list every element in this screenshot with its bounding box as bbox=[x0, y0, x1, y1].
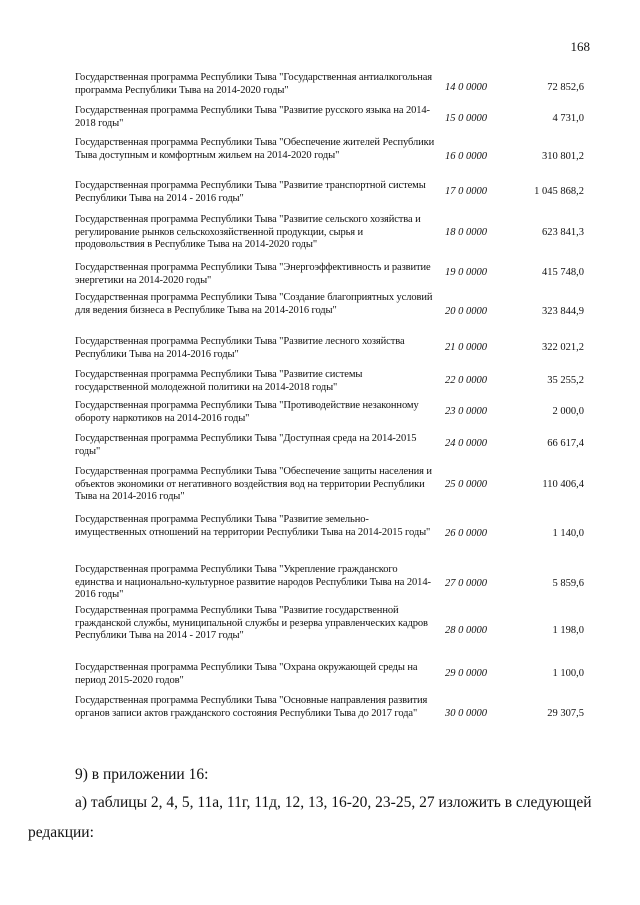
program-code: 16 0 0000 bbox=[445, 151, 487, 162]
program-code: 27 0 0000 bbox=[445, 578, 487, 589]
program-code: 15 0 0000 bbox=[445, 113, 487, 124]
program-amount: 110 406,4 bbox=[542, 479, 584, 490]
program-amount: 323 844,9 bbox=[542, 306, 584, 317]
program-name: Государственная программа Республики Тыва "Противодействие незаконному обороту наркотиков на 2014-2016 годы" bbox=[75, 400, 419, 424]
program-code: 17 0 0000 bbox=[445, 186, 487, 197]
program-code: 28 0 0000 bbox=[445, 625, 487, 636]
program-amount: 29 307,5 bbox=[547, 708, 584, 719]
program-code: 24 0 0000 bbox=[445, 438, 487, 449]
program-name: Государственная программа Республики Тыва "Развитие системы государственной молодежной политики на 2014-2018 годы" bbox=[75, 369, 363, 393]
program-amount: 1 140,0 bbox=[552, 528, 584, 539]
program-amount: 66 617,4 bbox=[547, 438, 584, 449]
program-amount: 623 841,3 bbox=[542, 227, 584, 238]
program-amount: 310 801,2 bbox=[542, 151, 584, 162]
program-name: Государственная программа Республики Тыва "Развитие государственной гражданской службы, муниципальной службы и резерва управленческих кадров Республики Тыва на 2014 - 2017 годы" bbox=[75, 605, 428, 642]
program-name: Государственная программа Республики Тыва "Охрана окружающей среды на период 2015-2020 годов" bbox=[75, 662, 418, 686]
program-amount: 35 255,2 bbox=[547, 375, 584, 386]
program-name: Государственная программа Республики Тыва "Развитие сельского хозяйства и регулирование рынков сельскохозяйственной продукции, сырья и продовольствия в Республике Тыва на 2014-2020 годы" bbox=[75, 214, 421, 251]
program-name: Государственная программа Республики Тыва "Обеспечение жителей Республики Тыва доступным и комфортным жильем на 2014-2020 годы" bbox=[75, 137, 435, 161]
program-amount: 5 859,6 bbox=[552, 578, 584, 589]
program-code: 25 0 0000 bbox=[445, 479, 487, 490]
program-code: 23 0 0000 bbox=[445, 406, 487, 417]
program-amount: 415 748,0 bbox=[542, 267, 584, 278]
paragraph-tables-list: а) таблицы 2, 4, 5, 11а, 11г, 11д, 12, 13, 16-20, 23-25, 27 изложить в следующей bbox=[75, 794, 592, 811]
program-code: 14 0 0000 bbox=[445, 82, 487, 93]
program-code: 19 0 0000 bbox=[445, 267, 487, 278]
program-name: Государственная программа Республики Тыва "Развитие лесного хозяйства Республики Тыва на 2014-2016 годы" bbox=[75, 336, 405, 360]
program-amount: 1 100,0 bbox=[552, 668, 584, 679]
program-code: 22 0 0000 bbox=[445, 375, 487, 386]
program-code: 30 0 0000 bbox=[445, 708, 487, 719]
paragraph-continuation: редакции: bbox=[28, 824, 94, 841]
program-amount: 4 731,0 bbox=[552, 113, 584, 124]
program-name: Государственная программа Республики Тыва "Развитие транспортной системы Республики Тыва на 2014 - 2016 годы" bbox=[75, 180, 426, 204]
program-code: 20 0 0000 bbox=[445, 306, 487, 317]
program-code: 26 0 0000 bbox=[445, 528, 487, 539]
program-code: 21 0 0000 bbox=[445, 342, 487, 353]
program-name: Государственная программа Республики Тыва "Доступная среда на 2014-2015 годы" bbox=[75, 433, 417, 457]
paragraph-appendix-16: 9) в приложении 16: bbox=[75, 766, 209, 783]
program-amount: 2 000,0 bbox=[552, 406, 584, 417]
program-name: Государственная программа Республики Тыва "Укрепление гражданского единства и национально-культурное развитие народов Республики Тыва на 2014-2016 годы" bbox=[75, 564, 431, 601]
page-number: 168 bbox=[570, 39, 590, 54]
program-name: Государственная программа Республики Тыва "Государственная антиалкогольная программа Республики Тыва на 2014-2020 годы" bbox=[75, 72, 433, 96]
program-amount: 72 852,6 bbox=[547, 82, 584, 93]
program-name: Государственная программа Республики Тыва "Энергоэффективность и развитие энергетики на 2014-2020 годы" bbox=[75, 262, 431, 286]
program-amount: 322 021,2 bbox=[542, 342, 584, 353]
program-name: Государственная программа Республики Тыва "Обеспечение защиты населения и объектов экономики от негативного воздействия вод на территории Республики Тыва на 2014-2016 годы" bbox=[75, 466, 432, 503]
program-code: 18 0 0000 bbox=[445, 227, 487, 238]
program-name: Государственная программа Республики Тыва "Развитие русского языка на 2014-2018 годы" bbox=[75, 105, 430, 129]
program-name: Государственная программа Республики Тыва "Развитие земельно-имущественных отношений на территории Республики Тыва на 2014-2015 годы" bbox=[75, 514, 431, 538]
program-name: Государственная программа Республики Тыва "Создание благоприятных условий для ведения бизнеса в Республике Тыва на 2014-2016 годы" bbox=[75, 292, 433, 316]
program-amount: 1 198,0 bbox=[552, 625, 584, 636]
program-code: 29 0 0000 bbox=[445, 668, 487, 679]
program-name: Государственная программа Республики Тыва "Основные направления развития органов записи актов гражданского состояния Республики Тыва до 2017 года" bbox=[75, 695, 428, 719]
program-amount: 1 045 868,2 bbox=[534, 186, 584, 197]
